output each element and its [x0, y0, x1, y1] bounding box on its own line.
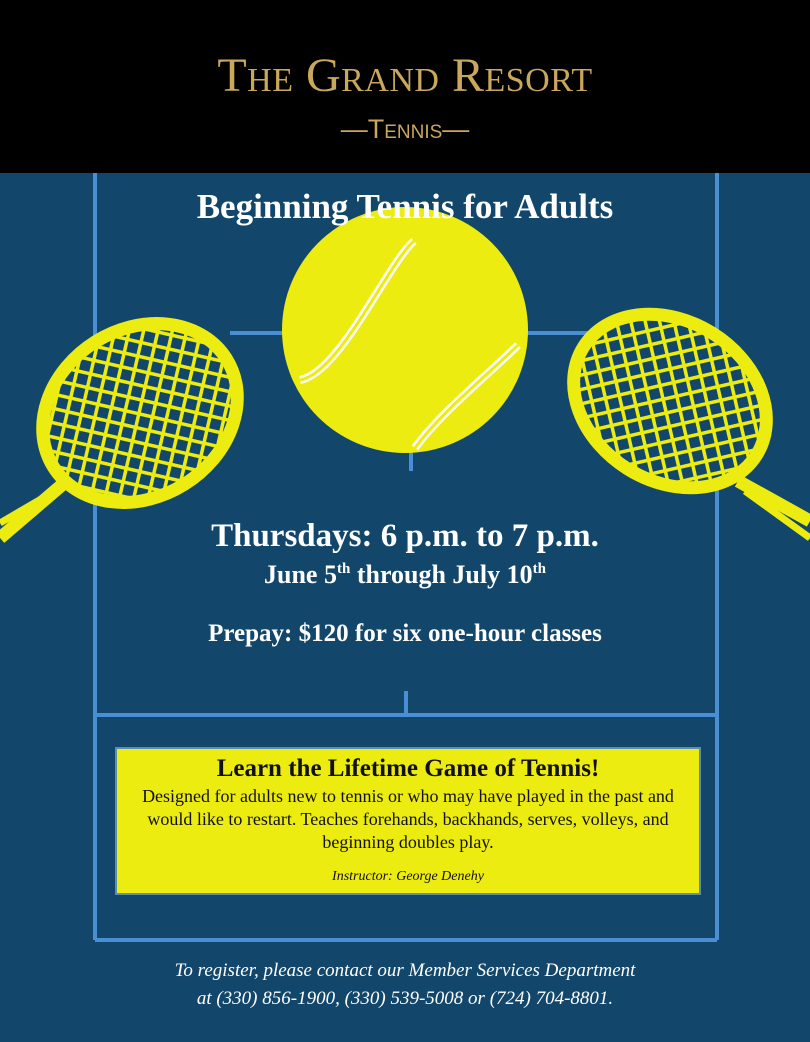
tennis-ball-icon	[282, 207, 528, 453]
info-heading: Learn the Lifetime Game of Tennis!	[216, 755, 600, 782]
date-range: June 5th through July 10th	[264, 560, 546, 589]
registration-footer	[0, 957, 810, 1012]
brand-title: The Grand Resort	[217, 49, 593, 102]
instructor-text: Instructor: George Denehy	[332, 868, 484, 884]
header-banner	[0, 0, 810, 173]
schedule-text: Thursdays: 6 p.m. to 7 p.m.	[211, 518, 599, 554]
info-box	[115, 747, 701, 895]
info-description: Designed for adults new to tennis or who may have played in the past and would like to restart. Teaches forehands, backhands, serves, volleys, and beginning doubles play.	[142, 785, 674, 853]
footer-line-1: To register, please contact our Member Services Department	[174, 960, 636, 981]
court-illustration	[0, 173, 810, 1042]
tennis-racket-icon	[541, 279, 810, 538]
price-text: Prepay: $120 for six one-hour classes	[208, 620, 602, 647]
footer-line-2: at (330) 856-1900, (330) 539-5008 or (724) 704-8801.	[196, 987, 614, 1009]
tennis-racket-icon	[0, 288, 271, 539]
brand-subtitle: —Tennis—	[340, 114, 470, 144]
course-title: Beginning Tennis for Adults	[196, 187, 614, 226]
